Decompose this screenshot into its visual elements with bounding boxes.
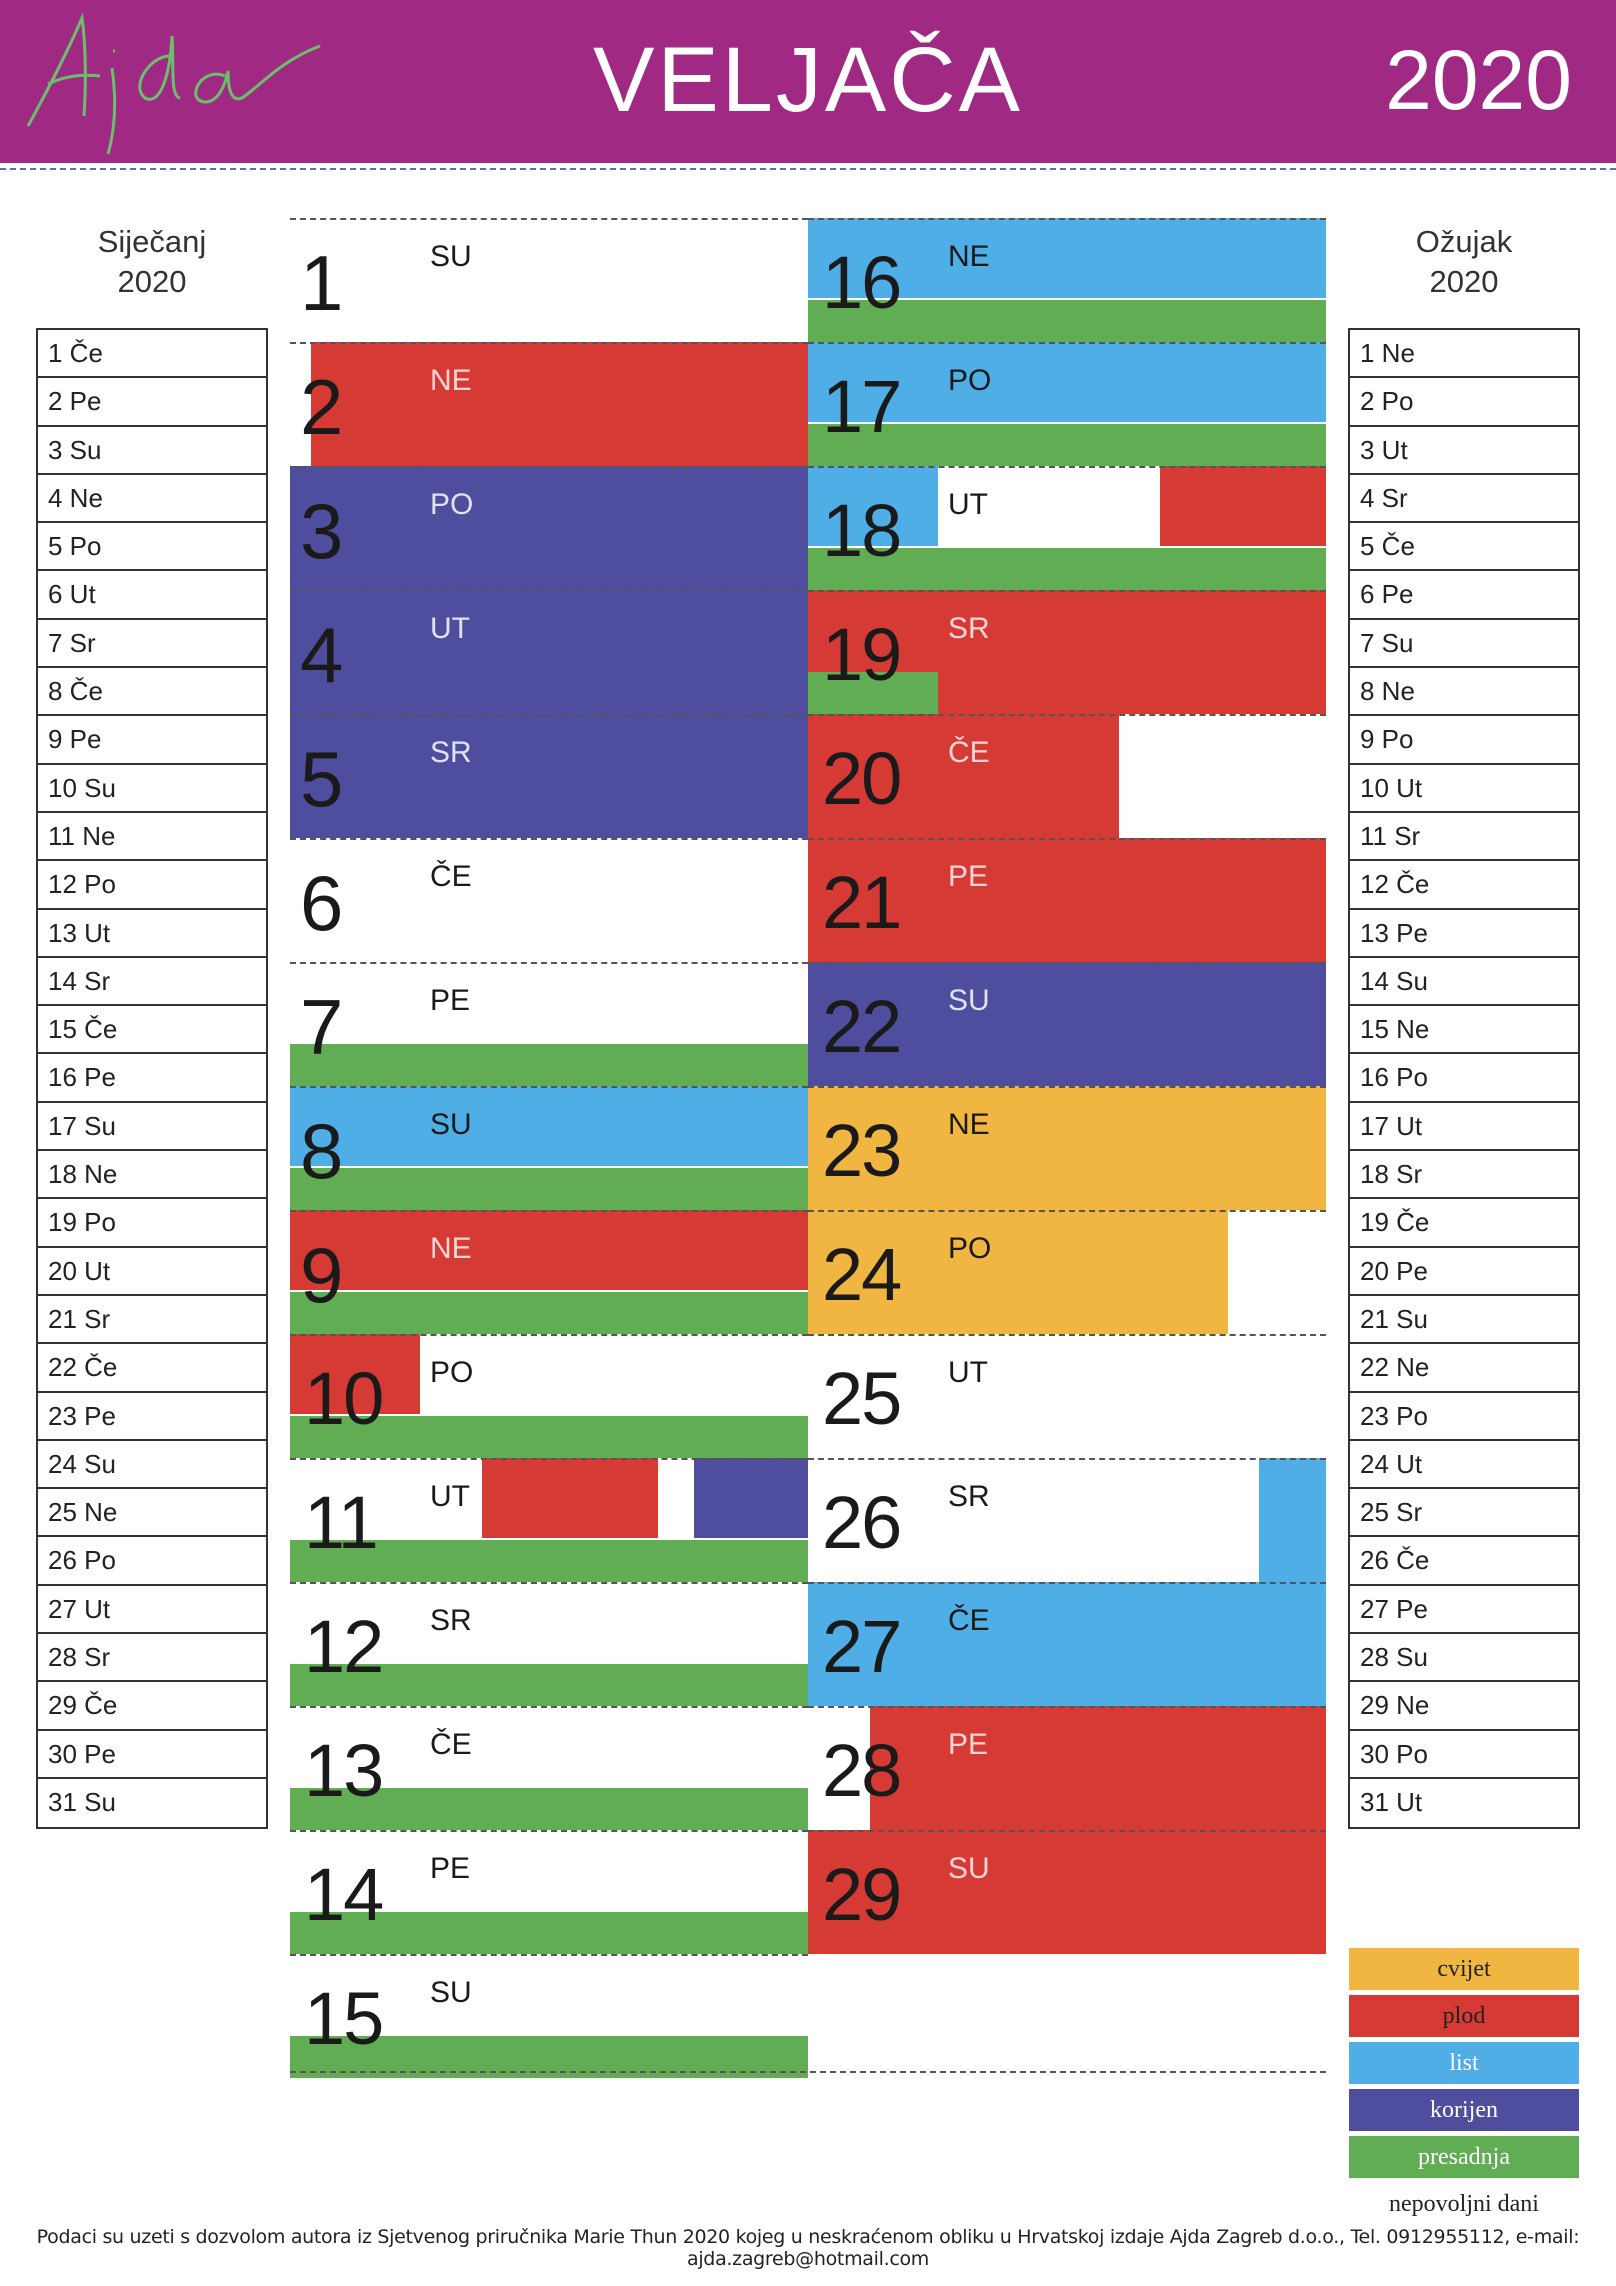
day-number: 13	[304, 1729, 383, 1812]
side-day-row: 25 Sr	[1350, 1489, 1578, 1537]
side-day-row: 25 Ne	[38, 1489, 266, 1537]
day-separator	[290, 1954, 808, 1956]
side-day-row: 11 Ne	[38, 813, 266, 861]
day-abbreviation: PO	[430, 1356, 474, 1389]
right-panel-month: Ožujak	[1415, 224, 1513, 259]
day-cell	[290, 1086, 808, 1210]
day-abbreviation: SR	[430, 1604, 472, 1637]
legend-item: cvijet	[1349, 1948, 1579, 1990]
day-abbreviation: SR	[430, 736, 472, 769]
day-abbreviation: SU	[948, 984, 990, 1017]
day-number: 28	[822, 1729, 901, 1812]
side-day-row: 22 Ne	[1350, 1344, 1578, 1392]
day-separator	[808, 1086, 1326, 1088]
legend-item: nepovoljni dani	[1349, 2183, 1579, 2225]
day-number: 12	[304, 1605, 383, 1688]
day-abbreviation: PE	[948, 860, 989, 893]
day-cell	[808, 838, 1326, 962]
side-day-row: 16 Po	[1350, 1054, 1578, 1102]
day-separator	[290, 218, 808, 220]
day-separator	[808, 342, 1326, 344]
day-number: 2	[300, 363, 344, 451]
day-cell	[290, 962, 808, 1086]
side-day-row: 20 Ut	[38, 1248, 266, 1296]
day-separator	[290, 466, 808, 468]
day-abbreviation: ČE	[430, 860, 472, 893]
side-day-row: 3 Su	[38, 427, 266, 475]
day-separator	[808, 1706, 1326, 1708]
side-day-row: 17 Ut	[1350, 1103, 1578, 1151]
side-day-row: 13 Ut	[38, 910, 266, 958]
left-panel-year: 2020	[117, 264, 187, 299]
side-day-row: 12 Če	[1350, 861, 1578, 909]
legend-item: list	[1349, 2042, 1579, 2084]
day-separator	[290, 838, 808, 840]
left-panel-title	[36, 222, 268, 302]
side-day-row: 14 Su	[1350, 958, 1578, 1006]
left-panel-day-list	[36, 328, 268, 1829]
side-day-row: 13 Pe	[1350, 910, 1578, 958]
day-number: 7	[300, 983, 344, 1071]
day-separator	[808, 590, 1326, 592]
side-day-row: 6 Pe	[1350, 571, 1578, 619]
side-day-row: 26 Če	[1350, 1537, 1578, 1585]
day-cell	[290, 1706, 808, 1830]
day-number: 15	[304, 1977, 383, 2060]
day-number: 4	[300, 611, 344, 699]
day-number: 21	[822, 861, 901, 944]
right-panel-day-list	[1348, 328, 1580, 1829]
side-day-row: 10 Ut	[1350, 765, 1578, 813]
day-separator	[808, 466, 1326, 468]
day-number: 17	[822, 365, 901, 448]
legend-item: plod	[1349, 1995, 1579, 2037]
month-title: VELJAČA	[592, 29, 1024, 131]
day-number: 27	[822, 1605, 901, 1688]
side-day-row: 27 Ut	[38, 1586, 266, 1634]
side-day-row: 8 Ne	[1350, 668, 1578, 716]
day-abbreviation: PO	[430, 488, 474, 521]
korijen-bar	[694, 1458, 808, 1538]
side-day-row: 2 Pe	[38, 378, 266, 426]
day-cell	[808, 590, 1326, 714]
day-abbreviation: PE	[430, 1852, 471, 1885]
legend-item: presadnja	[1349, 2136, 1579, 2178]
day-number: 14	[304, 1853, 383, 1936]
grid-bottom-line	[290, 2071, 1326, 2073]
side-day-row: 4 Sr	[1350, 475, 1578, 523]
day-abbreviation: PO	[948, 364, 992, 397]
day-separator	[808, 714, 1326, 716]
day-abbreviation: NE	[948, 1108, 990, 1141]
side-day-row: 14 Sr	[38, 958, 266, 1006]
day-number: 5	[300, 735, 344, 823]
day-number: 10	[304, 1357, 383, 1440]
day-abbreviation: SU	[430, 240, 472, 273]
day-cell	[808, 218, 1326, 342]
day-cell	[290, 1954, 808, 2078]
presadnja-bar	[290, 1168, 808, 1210]
day-number: 20	[822, 737, 901, 820]
side-day-row: 15 Ne	[1350, 1006, 1578, 1054]
day-number: 19	[822, 613, 901, 696]
day-separator	[808, 1830, 1326, 1832]
plod-bar	[870, 1706, 1326, 1830]
day-separator	[290, 1582, 808, 1584]
day-abbreviation: UT	[430, 612, 470, 645]
side-day-row: 11 Sr	[1350, 813, 1578, 861]
day-abbreviation: UT	[948, 488, 988, 521]
day-abbreviation: SU	[430, 1976, 472, 2009]
day-abbreviation: UT	[948, 1356, 988, 1389]
left-panel-month: Siječanj	[97, 224, 207, 259]
day-separator	[290, 1458, 808, 1460]
day-abbreviation: SR	[948, 612, 990, 645]
day-abbreviation: ČE	[948, 736, 990, 769]
day-abbreviation: SU	[948, 1852, 990, 1885]
side-day-row: 22 Če	[38, 1344, 266, 1392]
side-day-row: 29 Ne	[1350, 1682, 1578, 1730]
right-panel-title	[1348, 222, 1580, 302]
day-abbreviation: UT	[430, 1480, 470, 1513]
side-day-row: 1 Ne	[1350, 330, 1578, 378]
day-cell	[808, 1334, 1326, 1458]
list-bar	[1259, 1458, 1326, 1582]
day-abbreviation: NE	[430, 364, 472, 397]
side-day-row: 15 Če	[38, 1006, 266, 1054]
side-day-row: 24 Su	[38, 1441, 266, 1489]
side-day-row: 30 Po	[1350, 1731, 1578, 1779]
side-day-row: 19 Če	[1350, 1199, 1578, 1247]
day-cell	[808, 342, 1326, 466]
day-number: 11	[304, 1481, 377, 1564]
day-number: 6	[300, 859, 344, 947]
plod-bar	[1160, 466, 1326, 546]
legend-item: korijen	[1349, 2089, 1579, 2131]
day-cell	[808, 1706, 1326, 1830]
day-cell	[808, 1830, 1326, 1954]
day-number: 24	[822, 1233, 901, 1316]
day-separator	[290, 1706, 808, 1708]
header-bar	[0, 0, 1616, 163]
list-bar	[290, 1086, 808, 1166]
presadnja-bar	[290, 1044, 808, 1086]
day-number: 9	[300, 1231, 344, 1319]
side-day-row: 9 Po	[1350, 716, 1578, 764]
presadnja-bar	[290, 1292, 808, 1334]
day-abbreviation: ČE	[430, 1728, 472, 1761]
side-day-row: 23 Pe	[38, 1393, 266, 1441]
side-day-row: 30 Pe	[38, 1731, 266, 1779]
side-day-row: 12 Po	[38, 861, 266, 909]
day-cell	[808, 1210, 1326, 1334]
side-day-row: 27 Pe	[1350, 1586, 1578, 1634]
plod-bar	[311, 342, 808, 466]
day-separator	[808, 838, 1326, 840]
day-number: 23	[822, 1109, 901, 1192]
day-cell	[808, 714, 1326, 838]
day-abbreviation: PE	[948, 1728, 989, 1761]
side-day-row: 28 Su	[1350, 1634, 1578, 1682]
day-separator	[290, 1334, 808, 1336]
day-abbreviation: PE	[430, 984, 471, 1017]
side-day-row: 24 Ut	[1350, 1441, 1578, 1489]
side-day-row: 8 Če	[38, 668, 266, 716]
day-cell	[808, 1086, 1326, 1210]
side-day-row: 18 Sr	[1350, 1151, 1578, 1199]
day-abbreviation: SU	[430, 1108, 472, 1141]
day-cell	[290, 714, 808, 838]
day-cell	[290, 1210, 808, 1334]
side-day-row: 21 Sr	[38, 1296, 266, 1344]
side-day-row: 6 Ut	[38, 571, 266, 619]
day-abbreviation: NE	[948, 240, 990, 273]
plod-bar	[290, 1210, 808, 1290]
plod-bar	[482, 1458, 658, 1538]
day-separator	[290, 590, 808, 592]
footer-note: Podaci su uzeti s dozvolom autora iz Sjetvenog priručnika Marie Thun 2020 kojeg u neskraćenom obliku u Hrvatskoj izdaje Ajda Zagreb d.o.o., Tel. 0912955112, e-mail: ajda.zagreb@hotmail.com	[36, 2226, 1580, 2270]
day-cell	[290, 838, 808, 962]
day-cell	[290, 1830, 808, 1954]
legend	[1349, 1948, 1579, 2230]
year-title: 2020	[1385, 33, 1572, 127]
side-day-row: 4 Ne	[38, 475, 266, 523]
day-separator	[290, 1086, 808, 1088]
side-day-row: 5 Če	[1350, 523, 1578, 571]
day-separator	[290, 1210, 808, 1212]
side-day-row: 31 Su	[48, 1786, 116, 1817]
side-day-row: 26 Po	[38, 1537, 266, 1585]
day-cell	[290, 1334, 808, 1458]
side-day-row: 31 Ut	[1360, 1786, 1423, 1817]
right-panel-year: 2020	[1429, 264, 1499, 299]
day-separator	[808, 1458, 1326, 1460]
side-day-row: 19 Po	[38, 1199, 266, 1247]
day-cell	[808, 466, 1326, 590]
day-cell	[290, 590, 808, 714]
day-separator	[808, 1210, 1326, 1212]
day-number: 29	[822, 1853, 901, 1936]
side-day-row: 7 Su	[1350, 620, 1578, 668]
day-cell	[290, 218, 808, 342]
day-abbreviation: NE	[430, 1232, 472, 1265]
header-divider	[0, 168, 1616, 170]
side-day-row: 28 Sr	[38, 1634, 266, 1682]
side-day-row: 1 Če	[38, 330, 266, 378]
side-day-row: 5 Po	[38, 523, 266, 571]
side-day-row: 29 Če	[38, 1682, 266, 1730]
day-separator	[290, 714, 808, 716]
day-separator	[290, 962, 808, 964]
side-day-row: 23 Po	[1350, 1393, 1578, 1441]
day-number: 16	[822, 241, 901, 324]
day-number: 3	[300, 487, 344, 575]
day-cell	[290, 466, 808, 590]
side-day-row: 16 Pe	[38, 1054, 266, 1102]
side-day-row: 7 Sr	[38, 620, 266, 668]
day-cell	[808, 962, 1326, 1086]
side-day-row: 3 Ut	[1350, 427, 1578, 475]
korijen-bar	[290, 466, 808, 590]
day-abbreviation: PO	[948, 1232, 992, 1265]
day-cell	[290, 1582, 808, 1706]
day-separator	[290, 342, 808, 344]
day-cell	[808, 1582, 1326, 1706]
day-number: 26	[822, 1481, 901, 1564]
side-day-row: 2 Po	[1350, 378, 1578, 426]
day-abbreviation: ČE	[948, 1604, 990, 1637]
side-day-row: 18 Ne	[38, 1151, 266, 1199]
side-day-row: 21 Su	[1350, 1296, 1578, 1344]
side-day-row: 9 Pe	[38, 716, 266, 764]
korijen-bar	[290, 714, 808, 838]
day-number: 18	[822, 489, 901, 572]
day-separator	[808, 962, 1326, 964]
korijen-bar	[290, 590, 808, 714]
day-cell	[290, 1458, 808, 1582]
day-number: 25	[822, 1357, 901, 1440]
day-separator	[808, 1334, 1326, 1336]
day-cell	[290, 342, 808, 466]
day-number: 22	[822, 985, 901, 1068]
day-separator	[808, 1582, 1326, 1584]
day-separator	[290, 1830, 808, 1832]
day-number: 8	[300, 1107, 344, 1195]
side-day-row: 10 Su	[38, 765, 266, 813]
day-number: 1	[300, 239, 344, 327]
day-separator	[808, 218, 1326, 220]
day-abbreviation: SR	[948, 1480, 990, 1513]
side-day-row: 17 Su	[38, 1103, 266, 1151]
day-cell	[808, 1458, 1326, 1582]
side-day-row: 20 Pe	[1350, 1248, 1578, 1296]
